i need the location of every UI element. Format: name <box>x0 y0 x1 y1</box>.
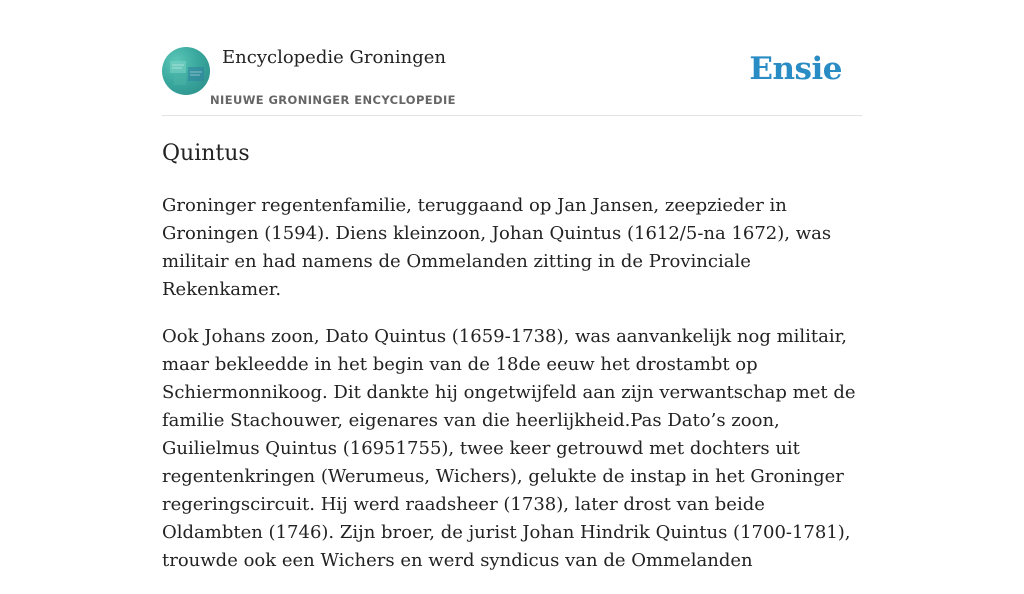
site-subtitle: NIEUWE GRONINGER ENCYCLOPEDIE <box>210 93 456 107</box>
article-body <box>162 192 862 575</box>
brand-logo-link[interactable]: Ensie <box>749 51 842 87</box>
site-header <box>162 45 862 115</box>
article <box>162 138 862 594</box>
article-title: Quintus <box>162 141 250 166</box>
header-divider <box>162 115 862 116</box>
encyclopedia-logo-icon[interactable] <box>162 47 210 95</box>
article-paragraph: Ook Johans zoon, Dato Quintus (1659-1738), was aanvankelijk nog militair, maar bekleedde in het begin van de 18de eeuw het drostambt op Schiermonnikoog. Dit dankte hij ongetwijfeld aan zijn verwantschap met de familie Stachouwer, eigenares van die heerlijkheid.Pas Dato’s zoon, Guilielmus Quintus (16951755), twee keer getrouwd met dochters uit regentenkringen (Werumeus, Wichers), gelukte de instap in het Groninger regeringscircuit. Hij werd raadsheer (1738), later drost van beide Oldambten (1746). Zijn broer, de jurist Johan Hindrik Quintus (1700-1781), trouwde ook een Wichers en werd syndicus van de Ommelanden <box>162 326 856 571</box>
article-paragraph: Groninger regentenfamilie, teruggaand op Jan Jansen, zeepzieder in Groningen (1594). Diens kleinzoon, Johan Quintus (1612/5-na 1672), was militair en had namens de Ommelanden zitting in de Provinciale Rekenkamer. <box>162 195 832 300</box>
site-title[interactable]: Encyclopedie Groningen <box>222 47 447 68</box>
